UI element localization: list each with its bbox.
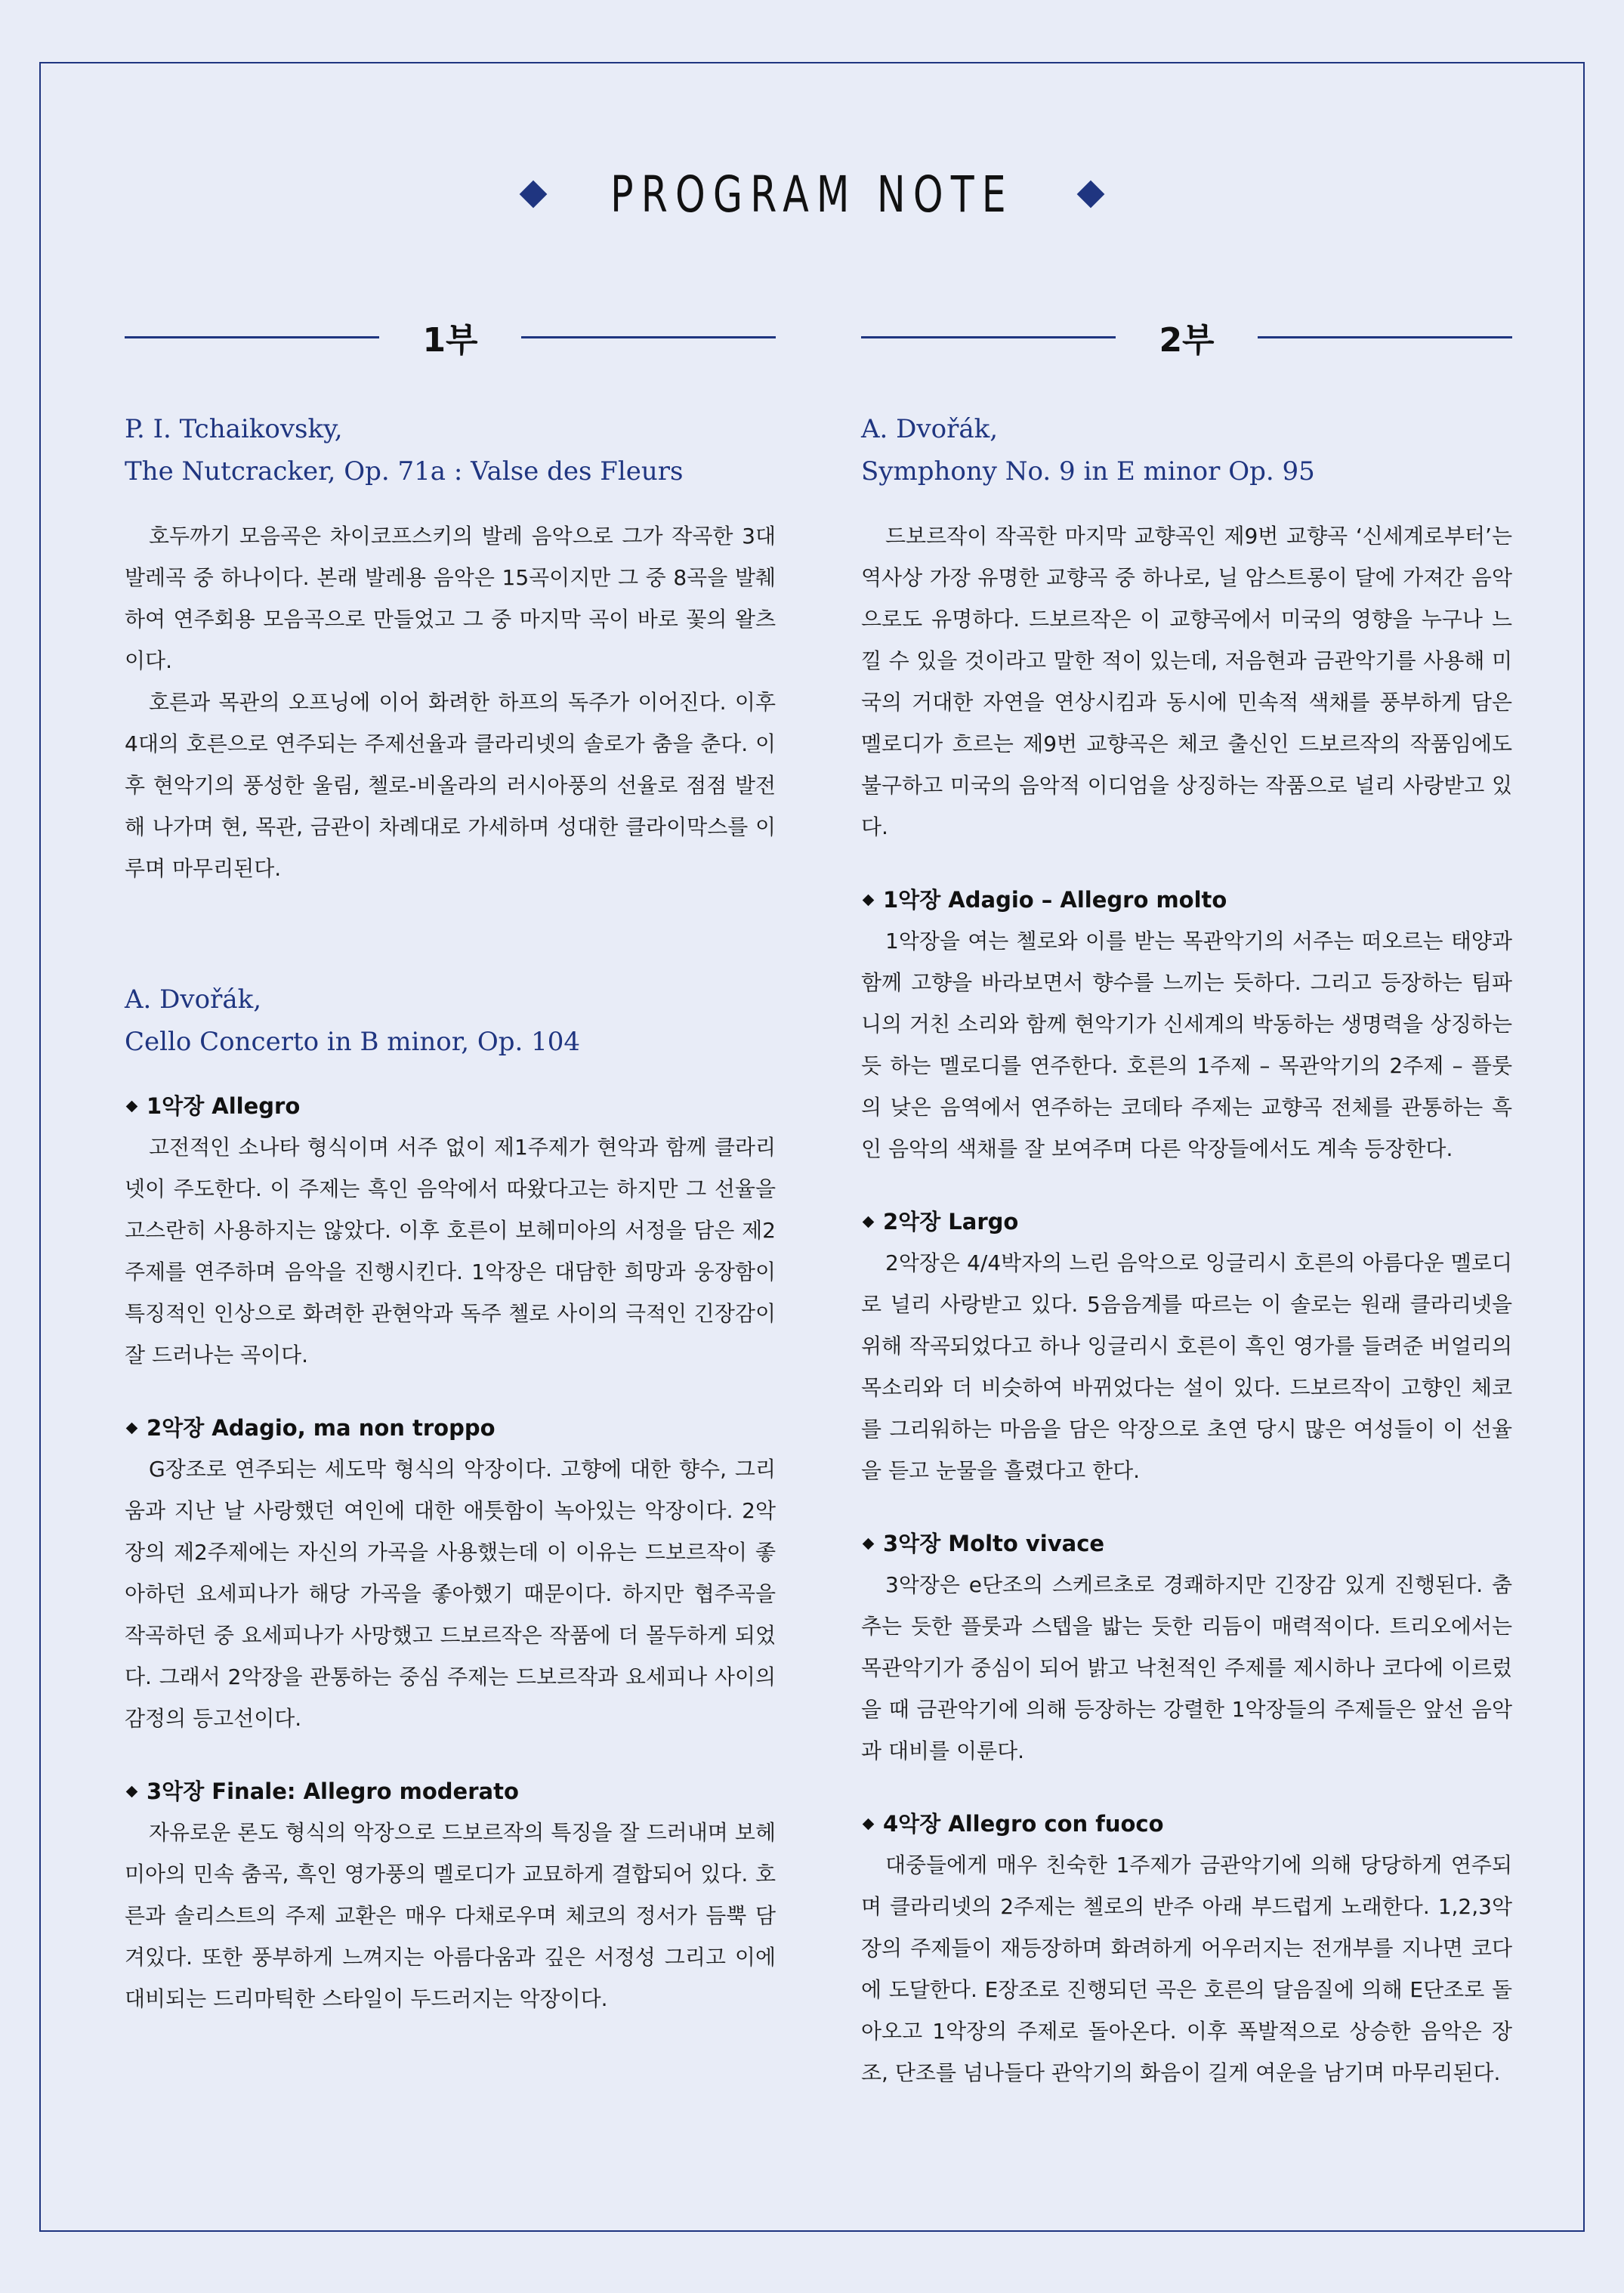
paragraph: 호두까기 모음곡은 차이코프스키의 발레 음악으로 그가 작곡한 3대 발레곡 중 하나이다. 본래 발레용 음악은 15곡이지만 그 중 8곡을 발췌하여 연주회용 모음곡으로 만들었고 그 중 마지막 곡이 바로 꽃의 왈츠이다.: [125, 524, 776, 673]
diamond-bullet-icon: [863, 1537, 875, 1550]
movement-text: G장조로 연주되는 세도막 형식의 악장이다. 고향에 대한 향수, 그리움과 지난 날 사랑했던 여인에 대한 애틋함이 녹아있는 악장이다. 2악장의 제2주제에는 자신의 가곡을 사용했는데 이 이유는 드보르작이 좋아하던 요세피나가 해당 가곡을 좋아했기 때문이다. 하지만 협주곡을 작곡하던 중 요세피나가 사망했고 드보르작은 작품에 더 몰두하게 되었다. 그래서 2악장을 관통하는 중심 주제는 드보르작과 요세피나 사이의 감정의 등고선이다.: [125, 1457, 776, 1731]
piece-work: Cello Concerto in B minor, Op. 104: [125, 1027, 581, 1057]
movement-text: 1악장을 여는 첼로와 이를 받는 목관악기의 서주는 떠오르는 태양과 함께 고향을 바라보면서 향수를 느끼는 듯하다. 그리고 등장하는 팀파니의 거친 소리와 함께 현악기가 신세계의 박동하는 생명력을 상징하는 듯 하는 멜로디를 연주한다. 호른의 1주제 – 목관악기의 2주제 – 플룻의 낮은 음역에서 연주하는 코데타 주제는 교향곡 전체를 관통하는 흑인 음악의 색채를 잘 보여주며 다른 악장들에서도 계속 등장한다.: [861, 929, 1512, 1161]
paragraph: 드보르작이 작곡한 마지막 교향곡인 제9번 교향곡 ‘신세계로부터’는 역사상 가장 유명한 교향곡 중 하나로, 닐 암스트롱이 달에 가져간 음악으로도 유명하다. 드보르작은 이 교향곡에서 미국의 영향을 누구나 느낄 수 있을 것이라고 말한 적이 있는데, 저음현과 금관악기를 사용해 미국의 거대한 자연을 연상시킴과 동시에 민속적 색채를 풍부하게 담은 멜로디가 흐르는 제9번 교향곡은 체코 출신인 드보르작의 작품임에도 불구하고 미국의 음악적 이디엄을 상징하는 작품으로 널리 사랑받고 있다.: [861, 524, 1512, 839]
movement: [861, 879, 1512, 1170]
diamond-bullet-icon: [126, 1422, 138, 1434]
divider: [861, 336, 1116, 338]
part2-heading: [861, 310, 1512, 364]
part1-label: 1부: [422, 321, 478, 360]
movement-title: 3악장 Finale: Allegro moderato: [147, 1778, 519, 1804]
movement-text: 자유로운 론도 형식의 악장으로 드보르작의 특징을 잘 드러내며 보헤미아의 민속 춤곡, 흑인 영가풍의 멜로디가 교묘하게 결합되어 있다. 호른과 솔리스트의 주제 교환은 매우 다채로우며 체코의 정서가 듬뿍 담겨있다. 또한 풍부하게 느껴지는 아름다움과 깊은 서정성 그리고 이에 대비되는 드리마틱한 스타일이 두드러지는 악장이다.: [125, 1820, 776, 2011]
movement-title: 2악장 Adagio, ma non troppo: [147, 1415, 496, 1441]
piece-composer: P. I. Tchaikovsky,: [125, 414, 343, 444]
movement: [861, 1201, 1512, 1491]
movement: [125, 1086, 776, 1376]
diamond-bullet-icon: [863, 1216, 875, 1228]
part2-label: 2부: [1159, 321, 1215, 360]
piece-composer: A. Dvořák,: [861, 414, 999, 444]
diamond-ornament-icon: [1077, 181, 1105, 209]
piece-dvorak-symphony: [861, 408, 1512, 2094]
movement-title: 4악장 Allegro con fuoco: [883, 1811, 1164, 1837]
page-title: PROGRAM NOTE: [610, 165, 1014, 224]
movement: [861, 1803, 1512, 2094]
movement-text: 2악장은 4/4박자의 느린 음악으로 잉글리시 호른의 아름다운 멜로디로 널리 사랑받고 있다. 5음음계를 따르는 이 솔로는 원래 클라리넷을 위해 작곡되었다고 하나 잉글리시 호른이 흑인 영가를 들려준 버얼리의 목소리와 더 비슷하여 바뀌었다는 설이 있다. 드보르작이 고향인 체코를 그리워하는 마음을 담은 악장으로 초연 당시 많은 여성들이 이 선율을 듣고 눈물을 흘렸다고 한다.: [861, 1250, 1512, 1483]
diamond-bullet-icon: [863, 894, 875, 906]
piece-dvorak-cello: [125, 978, 776, 2020]
part2-column: [861, 310, 1512, 2094]
diamond-bullet-icon: [126, 1785, 138, 1797]
movement-title: 2악장 Largo: [883, 1209, 1019, 1235]
part1-column: [125, 310, 776, 2020]
movement-title: 1악장 Allegro: [147, 1093, 301, 1119]
divider: [125, 336, 379, 338]
diamond-ornament-icon: [520, 181, 548, 209]
diamond-bullet-icon: [863, 1818, 875, 1830]
movement-text: 대중들에게 매우 친숙한 1주제가 금관악기에 의해 당당하게 연주되며 클라리넷의 2주제는 첼로의 반주 아래 부드럽게 노래한다. 1,2,3악장의 주제들이 재등장하며 화려하게 어우러지는 전개부를 지나면 코다에 도달한다. E장조로 진행되던 곡은 호른의 달음질에 의해 E단조로 돌아오고 1악장의 주제로 돌아온다. 이후 폭발적으로 상승한 음악은 장조, 단조를 넘나들다 관악기의 화음이 길게 여운을 남기며 마무리된다.: [861, 1853, 1512, 2085]
movement-title: 1악장 Adagio – Allegro molto: [883, 887, 1227, 913]
movement: [125, 1771, 776, 2020]
part1-heading: [125, 310, 776, 364]
divider: [521, 336, 776, 338]
movement: [125, 1408, 776, 1739]
piece-tchaikovsky: [125, 408, 776, 889]
paragraph: 호른과 목관의 오프닝에 이어 화려한 하프의 독주가 이어진다. 이후 4대의 호른으로 연주되는 주제선율과 클라리넷의 솔로가 춤을 춘다. 이후 현악기의 풍성한 울림, 첼로-비올라의 러시아풍의 선율로 점점 발전해 나가며 현, 목관, 금관이 차례대로 가세하며 성대한 클라이막스를 이루며 마무리된다.: [125, 690, 776, 881]
movement-text: 3악장은 e단조의 스케르초로 경쾌하지만 긴장감 있게 진행된다. 춤추는 듯한 플룻과 스텝을 밟는 듯한 리듬이 매력적이다. 트리오에서는 목관악기가 중심이 되어 밝고 낙천적인 주제를 제시하나 코다에 이르렀을 때 금관악기에 의해 등장하는 강렬한 1악장들의 주제들은 앞선 음악과 대비를 이룬다.: [861, 1572, 1512, 1763]
movement: [861, 1523, 1512, 1772]
divider: [1258, 336, 1512, 338]
piece-composer: A. Dvořák,: [125, 984, 262, 1015]
movement-title: 3악장 Molto vivace: [883, 1531, 1105, 1556]
diamond-bullet-icon: [126, 1100, 138, 1112]
piece-work: The Nutcracker, Op. 71a : Valse des Fleurs: [125, 456, 684, 487]
title-row: [0, 160, 1624, 228]
movement-text: 고전적인 소나타 형식이며 서주 없이 제1주제가 현악과 함께 클라리넷이 주도한다. 이 주제는 흑인 음악에서 따왔다고는 하지만 그 선율을 고스란히 사용하지는 않았다. 이후 호른이 보헤미아의 서정을 담은 제2주제를 연주하며 음악을 진행시킨다. 1악장은 대담한 희망과 웅장함이 특징적인 인상으로 화려한 관현악과 독주 첼로 사이의 극적인 긴장감이 잘 드러나는 곡이다.: [125, 1135, 776, 1367]
piece-work: Symphony No. 9 in E minor Op. 95: [861, 456, 1315, 487]
